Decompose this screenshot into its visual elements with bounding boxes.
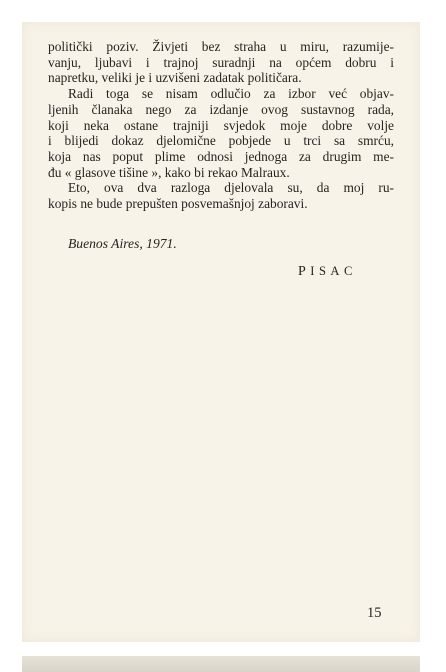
text-line: đu « glasove tišine », kako bi rekao Malraux. [48,164,290,180]
body-text [48,39,394,212]
page-number: 15 [367,605,382,621]
book-page [22,22,420,642]
text-line: Eto, ova dva razloga djelovala su, da moj ru- [68,180,394,196]
text-line: koji neka ostane trajniji svjedok moje dobre volje [48,117,394,133]
paragraph-2 [48,86,394,180]
next-page-edge [22,656,420,672]
signature-initial: P [298,264,311,279]
paragraph-1 [48,39,394,86]
text-line: vanju, ljubavi i trajnoj suradnji na općem dobru i [48,54,394,70]
text-line: Radi toga se nisam odlučio za izbor već objav- [68,86,394,102]
text-line: napretku, veliki je i uzvišeni zadatak političara. [48,70,302,86]
text-line: ljenih članaka nego za izdanje ovog sustavnog rada, [48,101,394,117]
text-line: politički poziv. Živjeti bez straha u miru, razumije- [48,39,394,54]
text-line: kopis ne bude prepušten posvemašnjoj zaboravi. [48,196,308,212]
dateline: Buenos Aires, 1971. [68,236,177,251]
author-signature [298,264,357,280]
text-line: koja nas poput plime odnosi jednoga za drugim me- [48,148,394,164]
text-line: i blijedi dokaz djelomične pobjede u trci sa smrću, [48,133,394,149]
signature-rest: ISAC [310,264,357,278]
paragraph-3 [48,180,394,211]
